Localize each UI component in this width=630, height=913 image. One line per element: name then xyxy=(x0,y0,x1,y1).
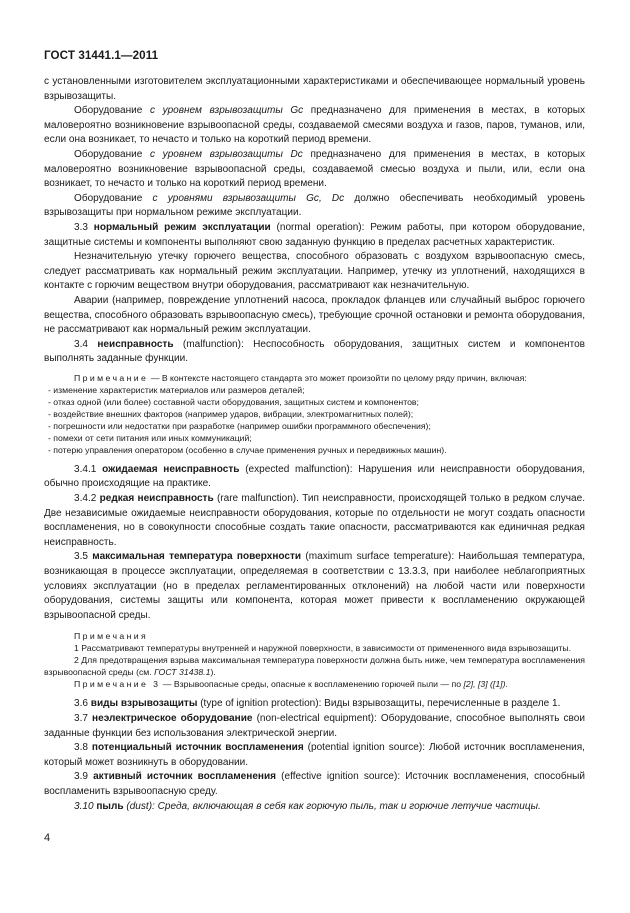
term-3-10: 3.10 пыль (dust): Среда, включающая в себя как горючую пыль, так и горючие летучие частицы. xyxy=(74,800,541,812)
term-3-4-2: 3.4.2 редкая неисправность (rare malfunction). Тип неисправности, происходящей только в редком случае. Две независимые ожидаемые неисправности оборудования, которые по отдельности не могут создать опасности воспламенения, но в совокупности способные создать такие опасности, рассматриваются как единичная редкая неисправность. xyxy=(44,493,585,548)
term-3-5: 3.5 максимальная температура поверхности (maximum surface temperature): Наибольшая температура, возникающая в процессе эксплуатации, определяемая в соответствии с 13.3.3, при наиболее неблагоприятных условиях эксплуатации (но в пределах регламентированных отклонений) на любой части или поверхности оборудования, системы защиты или компонента, которая может привести к воспламенению окружающей взрывоопасной среды. xyxy=(44,551,586,621)
note-list-item: - воздействие внешних факторов (например ударов, вибрации, электромагнитных полей); xyxy=(48,408,414,419)
note-item: Примечание 3 — Взрывоопасные среды, опасные к воспламенению горючей пыли — по [2], [3] ([1]). xyxy=(74,679,508,690)
paragraph: Аварии (например, повреждение уплотнений насоса, прокладок фланцев или случайный выброс горючего вещества, способного образовать взрывоопасную смесь), требующие срочной остановки и ремонта оборудования, не рассматривают как нормальный режим эксплуатации. xyxy=(44,294,585,336)
term-3-4: 3.4 неисправность (malfunction): Неспособность оборудования, защитных систем и компонентов выполнять заданные функции. xyxy=(44,338,586,365)
note-list-item: - отказ одной (или более) составной части оборудования, защитных систем и компонентов; xyxy=(48,396,419,407)
paragraph-gc-dc: Оборудование с уровнями взрывозащиты Gc, Dc должно обеспечивать необходимый уровень взрывозащиты при нормальном режиме эксплуатации. xyxy=(44,192,585,219)
note-malfunction xyxy=(44,372,585,456)
page-body xyxy=(44,75,585,814)
page-number: 4 xyxy=(44,832,51,844)
note-list-item: - помехи от сети питания или иных коммуникаций; xyxy=(48,432,252,443)
note-list-item: - изменение характеристик материалов или размеров деталей; xyxy=(48,384,305,395)
notes-heading: Примечания xyxy=(74,631,149,642)
doc-code: ГОСТ 31441.1—2011 xyxy=(44,49,159,62)
term-3-3: 3.3 нормальный режим эксплуатации (normal operation): Режим работы, при котором оборудование, защитные системы и компоненты выполняют свою заданную функцию в пределах расчетных характеристик. xyxy=(44,221,585,248)
paragraph: Незначительную утечку горючего вещества, способного образовать с воздухом взрывоопасную смесь, следует рассматривать как нормальный режим эксплуатации. Например, утечку из уплотнений, находящихся в контакте с горючим веществом внутри оборудования, рассматривают как незначительную. xyxy=(44,251,585,292)
term-3-6: 3.6 виды взрывозащиты (type of ignition protection): Виды взрывозащиты, перечисленные в разделе 1. xyxy=(74,698,561,710)
note-item: 2 Для предотвращения взрыва максимальная температура поверхности должна быть ниже, чем температура воспламенения взрывоопасной среды (см. ГОСТ 31438.1). xyxy=(44,655,585,678)
note-intro: Примечание — В контексте настоящего стандарта это может произойти по целому ряду причин, включая: xyxy=(74,372,527,383)
note-list-item: - потерю управления оператором (особенно в случае применения ручных и передвижных машин). xyxy=(48,444,447,455)
paragraph-dc: Оборудование с уровнем взрывозащиты Dc предназначено для применения в местах, в которых маловероятно возникновение взрывоопасной среды, создаваемой смесью воздуха и пыли, или, если она возникает, то нечасто и только на короткий период времени. xyxy=(44,148,585,190)
paragraph: с установленными изготовителем эксплуатационными характеристиками и обеспечивающее нормальный уровень взрывозащиты. xyxy=(44,76,585,102)
document-header xyxy=(44,49,158,62)
term-3-9: 3.9 активный источник воспламенения (effective ignition source): Источник воспламенения, способный воспламенить взрывоопасную среду. xyxy=(44,771,586,797)
note-surface-temperature xyxy=(44,630,585,690)
term-3-7: 3.7 неэлектрическое оборудование (non-electrical equipment): Оборудование, способное выполнять свои заданные функции без использования электрической энергии. xyxy=(44,713,585,739)
paragraph-gc: Оборудование с уровнем взрывозащиты Gc предназначено для применения в местах, в которых маловероятно возникновение взрывоопасной среды, создаваемой смесями воздуха и газов, паров, туманов, или, если она возникает, то нечасто и только на короткий период времени. xyxy=(44,105,586,146)
term-3-4-1: 3.4.1 ожидаемая неисправность (expected malfunction): Нарушения или неисправности оборудования, обычно происходящие на практике. xyxy=(44,463,585,490)
note-item: 1 Рассматривают температуры внутренней и наружной поверхности, в зависимости от примененного вида взрывозащиты. xyxy=(74,643,572,654)
term-3-8: 3.8 потенциальный источник воспламенения (potential ignition source): Любой источник воспламенения, который может возникнуть в оборудовании. xyxy=(44,742,585,768)
note-list-item: - погрешности или недостатки при разработке (например ошибки программного обеспечения); xyxy=(48,420,431,431)
